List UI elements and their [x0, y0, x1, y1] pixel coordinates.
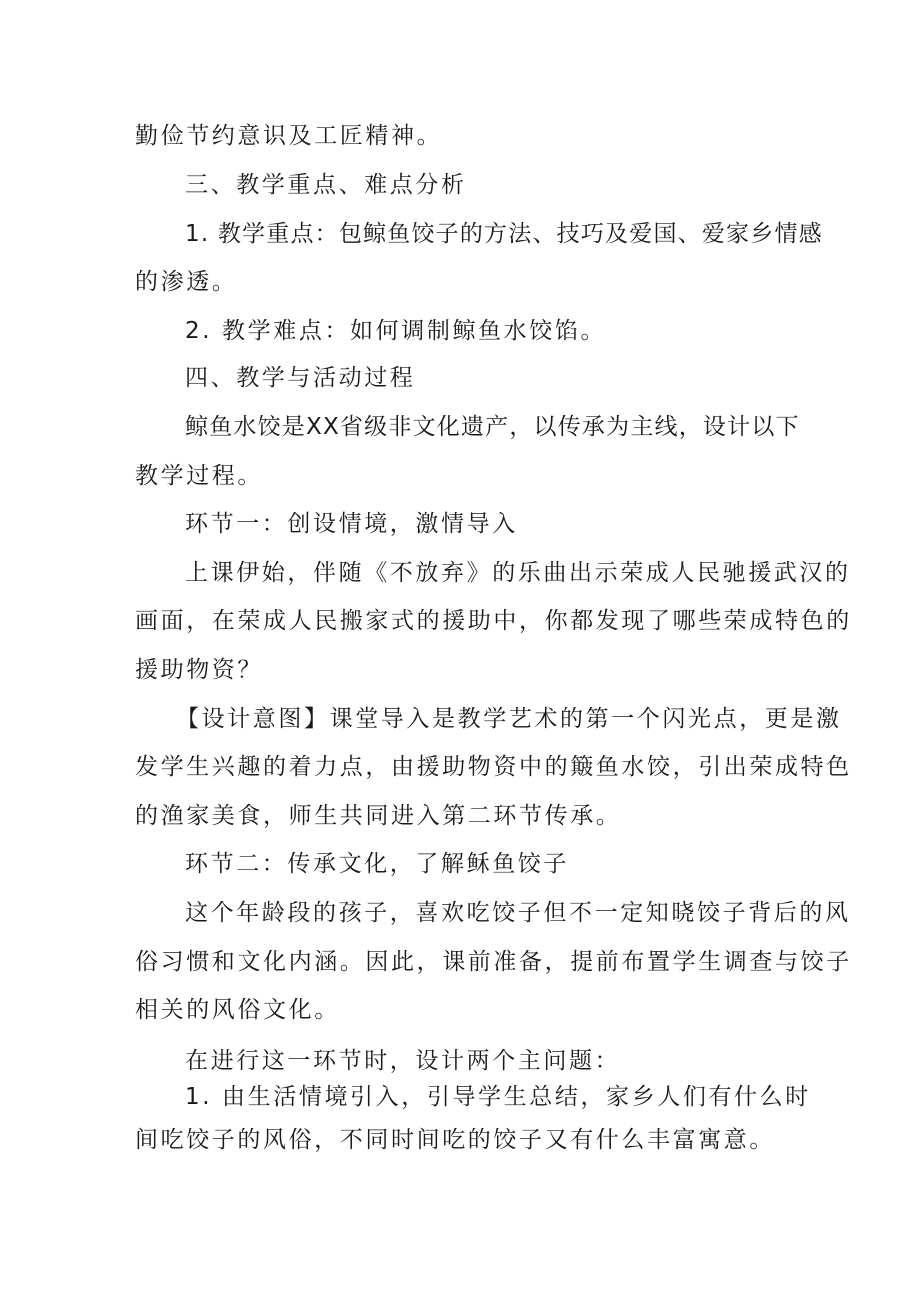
- text-line: 2. 教学难点：如何调制鲸鱼水饺馅。: [185, 318, 607, 344]
- text-line: 1. 由生活情境引入，引导学生总结，家乡人们有什么时: [185, 1084, 811, 1110]
- text-line: 发学生兴趣的着力点，由援助物资中的簸鱼水饺，引出荣成特色: [135, 754, 852, 780]
- text-line: 1. 教学重点：包鲸鱼饺子的方法、技巧及爱国、爱家乡情感: [185, 221, 823, 247]
- subsection-heading: 环节一：创设情境，激情导入: [185, 511, 518, 537]
- text-line: 鲸鱼水饺是XX省级非文化遗产，以传承为主线，设计以下: [185, 414, 800, 440]
- text-line: 在进行这一环节时，设计两个主问题：: [185, 1048, 621, 1074]
- text-line: 教学过程。: [135, 463, 263, 489]
- text-line: 上课伊始，伴随《不放弃》的乐曲出示荣成人民驰援武汉的: [185, 560, 851, 586]
- section-heading: 三、教学重点、难点分析: [185, 172, 467, 198]
- text-line: 俗习惯和文化内涵。因此，课前准备，提前布置学生调查与饺子: [135, 949, 852, 975]
- text-line: 【设计意图】课堂导入是教学艺术的第一个闪光点，更是激: [176, 706, 842, 732]
- text-line: 画面，在荣成人民搬家式的援助中，你都发现了哪些荣成特色的: [135, 608, 852, 634]
- text-line: 相关的风俗文化。: [135, 997, 340, 1023]
- section-heading: 四、教学与活动过程: [185, 365, 416, 391]
- text-line: 的渗透。: [135, 269, 238, 295]
- text-line: 援助物资？: [135, 657, 263, 683]
- text-line: 勤俭节约意识及工匠精神。: [135, 123, 443, 149]
- subsection-heading: 环节二：传承文化，了解稣鱼饺子: [185, 851, 569, 877]
- text-line: 这个年龄段的孩子，喜欢吃饺子但不一定知晓饺子背后的风: [185, 900, 851, 926]
- text-line: 的渔家美食，师生共同进入第二环节传承。: [135, 803, 622, 829]
- text-line: 间吃饺子的风俗，不同时间吃的饺子又有什么丰富寓意。: [135, 1127, 775, 1153]
